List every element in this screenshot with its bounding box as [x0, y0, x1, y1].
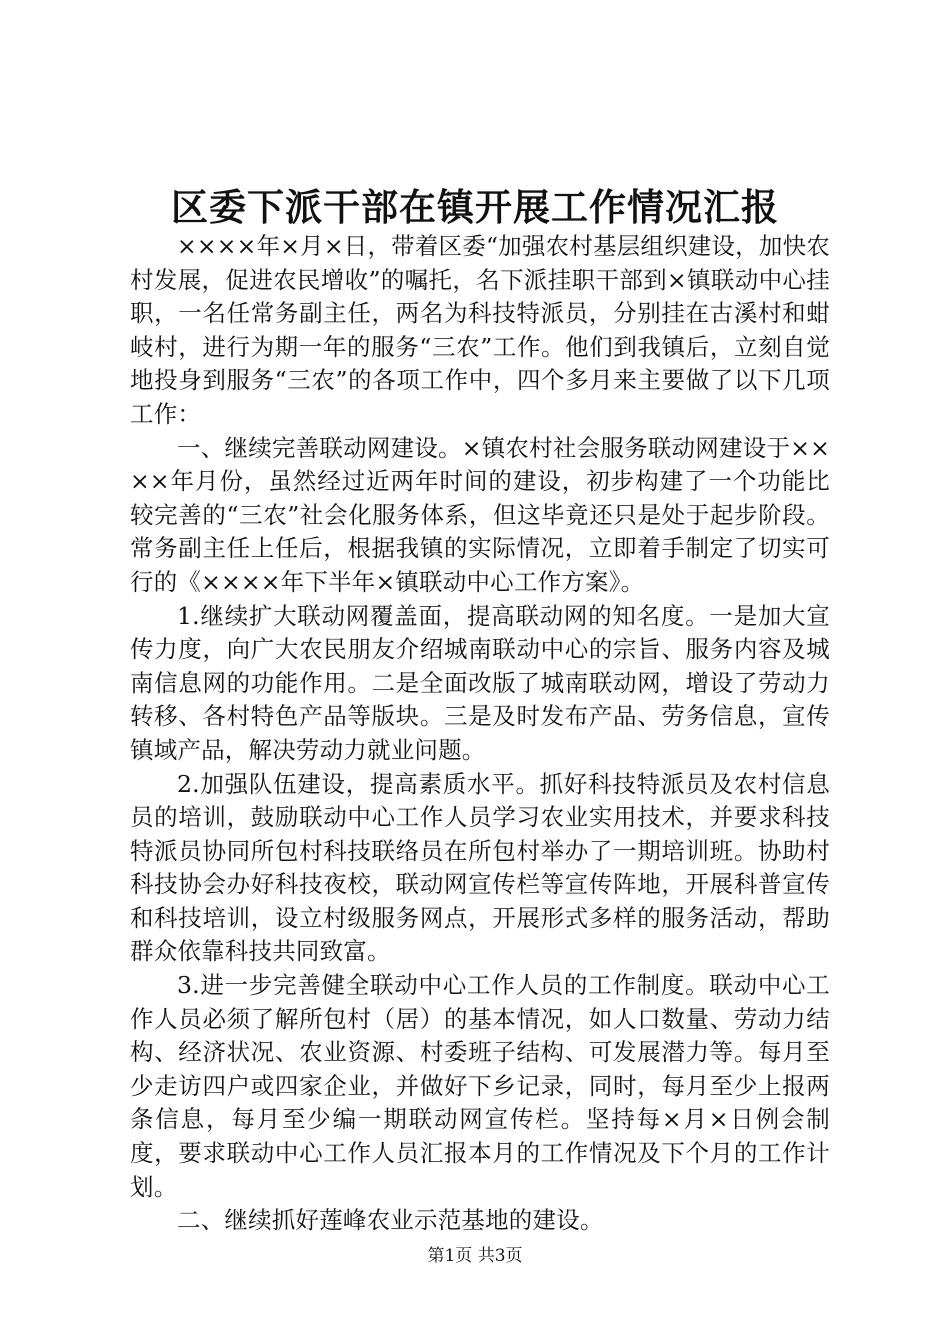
- paragraph-item-1: 1.继续扩大联动网覆盖面，提高联动网的知名度。一是加大宣传力度，向广大农民朋友介绍城南联动中心的宗旨、服务内容及城南信息网的功能作用。二是全面改版了城南联动网，增设了劳动力转移、各村特色产品等版块。三是及时发布产品、劳务信息，宣传镇域产品，解决劳动力就业问题。: [130, 601, 830, 764]
- document-title: 区委下派干部在镇开展工作情况汇报: [171, 185, 779, 229]
- paragraph-intro: ××××年×月×日，带着区委“加强农村基层组织建设，加快农村发展，促进农民增收”的嘱托，名下派挂职干部到×镇联动中心挂职，一名任常务副主任，两名为科技特派员，分别挂在古溪村和蚶岐村，进行为期一年的服务“三农”工作。他们到我镇后，立刻自觉地投身到服务“三农”的各项工作中，四个多月来主要做了以下几项工作：: [130, 232, 830, 428]
- paragraph-section-2: 二、继续抓好莲峰农业示范基地的建设。: [177, 1206, 604, 1235]
- paragraph-item-3: 3.进一步完善健全联动中心工作人员的工作制度。联动中心工作人员必须了解所包村（居）的基本情况，如人口数量、劳动力结构、经济状况、农业资源、村委班子结构、可发展潜力等。每月至少走访四户或四家企业，并做好下乡记录，同时，每月至少上报两条信息，每月至少编一期联动网宣传栏。坚持每×月×日例会制度，要求联动中心工作人员汇报本月的工作情况及下个月的工作计划。: [130, 971, 830, 1201]
- page-number-footer: 第1页 共3页: [427, 1246, 523, 1266]
- document-body: [130, 230, 830, 1238]
- paragraph-item-2: 2.加强队伍建设，提高素质水平。抓好科技特派员及农村信息员的培训，鼓励联动中心工作人员学习农业实用技术，并要求科技特派员协同所包村科技联络员在所包村举办了一期培训班。协助村科技协会办好科技夜校，联动网宣传栏等宣传阵地，开展科普宣传和科技培训，设立村级服务网点，开展形式多样的服务活动，帮助群众依靠科技共同致富。: [130, 769, 830, 966]
- paragraph-section-1: 一、继续完善联动网建设。×镇农村社会服务联动网建设于××××年月份，虽然经过近两年时间的建设，初步构建了一个功能比较完善的“三农”社会化服务体系，但这毕竟还只是处于起步阶段。常务副主任上任后，根据我镇的实际情况，立即着手制定了切实可行的《××××年下半年×镇联动中心工作方案》。: [130, 433, 830, 596]
